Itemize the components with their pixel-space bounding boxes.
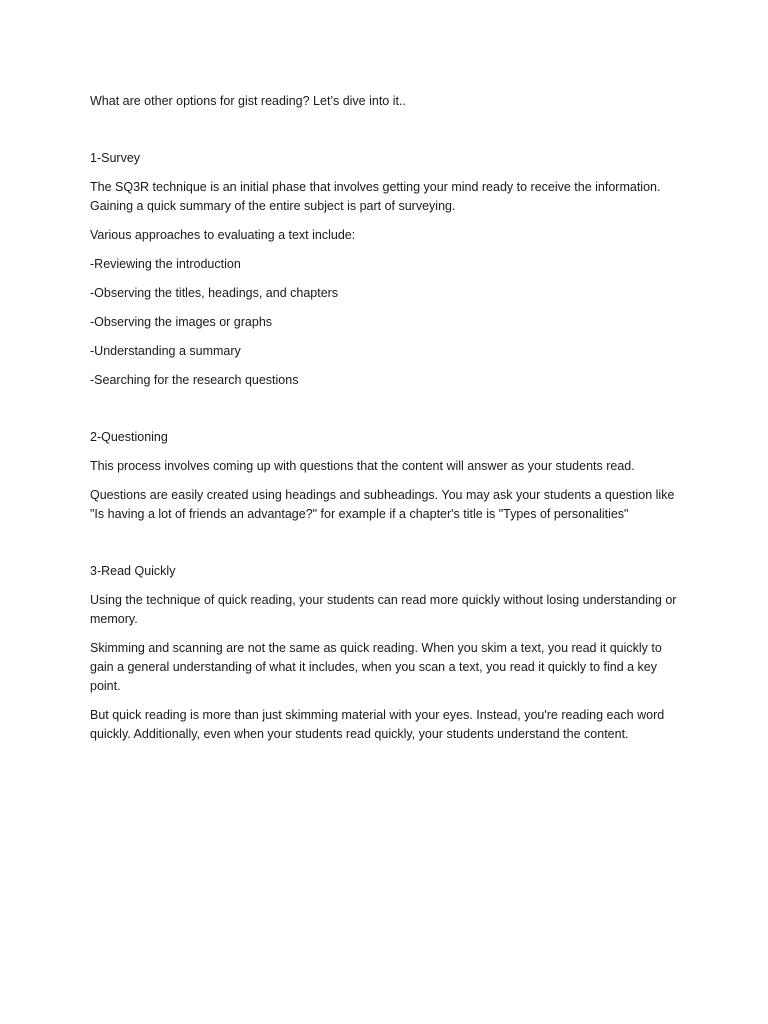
survey-paragraph-2: Various approaches to evaluating a text include: <box>90 228 356 242</box>
survey-list-item: -Searching for the research questions <box>90 373 299 387</box>
section-heading-survey: 1-Survey <box>90 151 141 165</box>
questioning-paragraph-2: Questions are easily created using headings and subheadings. You may ask your students a question like "Is having a lot of friends an advantage?" for example if a chapter's title is "Types of personalities" <box>90 488 675 521</box>
survey-list-item: -Observing the images or graphs <box>90 315 273 329</box>
survey-list-item: -Reviewing the introduction <box>90 257 241 271</box>
document-body <box>90 92 686 754</box>
survey-list-item: -Observing the titles, headings, and chapters <box>90 286 339 300</box>
read-quickly-paragraph-1: Using the technique of quick reading, your students can read more quickly without losing understanding or memory. <box>90 593 677 626</box>
survey-list-item: -Understanding a summary <box>90 344 241 358</box>
intro-text: What are other options for gist reading? Let’s dive into it.. <box>90 94 406 108</box>
read-quickly-paragraph-3: But quick reading is more than just skimming material with your eyes. Instead, you're reading each word quickly. Additionally, even when your students read quickly, your students understand the content. <box>90 708 665 741</box>
section-heading-read-quickly: 3-Read Quickly <box>90 564 176 578</box>
section-heading-questioning: 2-Questioning <box>90 430 168 444</box>
questioning-paragraph-1: This process involves coming up with questions that the content will answer as your students read. <box>90 459 635 473</box>
read-quickly-paragraph-2: Skimming and scanning are not the same as quick reading. When you skim a text, you read it quickly to gain a general understanding of what it includes, when you scan a text, you read it quickly to find a key point. <box>90 641 662 693</box>
survey-paragraph-1: The SQ3R technique is an initial phase that involves getting your mind ready to receive the information. Gaining a quick summary of the entire subject is part of surveying. <box>90 180 661 213</box>
